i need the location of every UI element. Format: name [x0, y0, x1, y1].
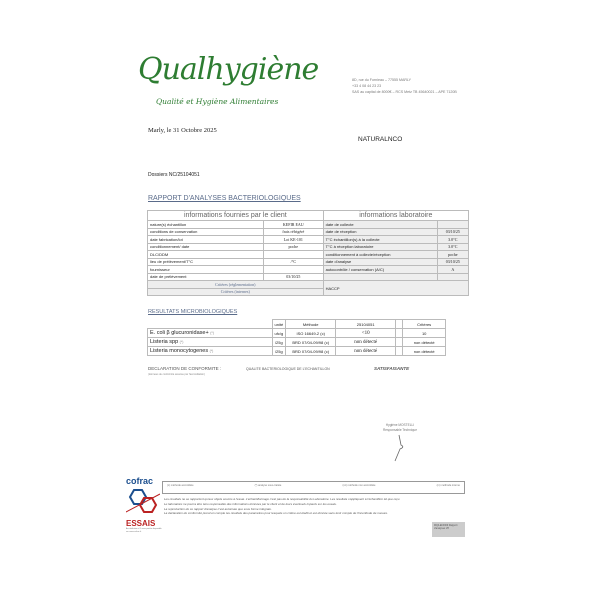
- col-sample: 25104051: [336, 320, 396, 329]
- address-line: SAS au capital de 8000€ – RCS Metz TB 45640021 – APE 7120B: [352, 90, 457, 94]
- parameter-mark: (*): [210, 331, 214, 335]
- footer-line: La reproduction de ce rapport d'analyse n'est autorisée que sous forme intégrale.: [164, 506, 272, 511]
- col-unit: unité: [272, 320, 286, 329]
- legend-item: (m) méthode interne: [436, 484, 460, 487]
- client-info-label: date fabrication/lot: [148, 236, 264, 244]
- address-line: +33 4 08 44 23 23: [352, 84, 382, 88]
- parameter-name: Listeria spp: [150, 339, 179, 345]
- parameter-name: Listeria monocytogenes: [150, 348, 209, 354]
- footer-line: Le laboratoire ne pourra être tenu responsable des informations données par le client et de leurs éventuels impacts sur les essais.: [164, 501, 337, 506]
- client-info-value: /°C: [264, 258, 324, 266]
- client-info-label: DLC/DDM: [148, 251, 264, 259]
- cofrac-text: cofrac: [126, 476, 154, 486]
- client-info-value: [264, 266, 324, 274]
- lab-info-value: 03/10/25: [437, 228, 468, 236]
- criteria-value: 10: [403, 329, 446, 338]
- parameter-mark: (*): [179, 340, 184, 344]
- client-info-value: 03/10/25: [264, 273, 324, 281]
- signature-block: [383, 423, 417, 465]
- signatory-role: Responsable Technique: [383, 428, 417, 432]
- signature-icon: [385, 433, 415, 463]
- footer-line: La déclaration de conformité prend en compte les résultats des paramètres pour lesquels un critère est établi et est donnée sans tenir compte de l'incertitude de mesure.: [164, 511, 389, 516]
- client-info-header: informations fournies par le client: [148, 211, 324, 221]
- footer-notes: [164, 497, 464, 516]
- lab-info-header: informations laboratoire: [323, 211, 468, 221]
- criteria-internal-value: HACCP: [323, 281, 468, 296]
- result-row: [148, 347, 446, 356]
- unit: /25g: [272, 338, 286, 347]
- lab-info-label: autocontrôle / conservation (A/C): [323, 266, 437, 274]
- lab-info-value: 03/10/25: [437, 258, 468, 266]
- lab-info-label: T°C à réception laboratoire: [323, 243, 437, 251]
- client-info-label: lieu de prélèvement/T°C: [148, 258, 264, 266]
- method: BRD 07/04-09/98 (c): [286, 347, 336, 356]
- client-info-value: [264, 251, 324, 259]
- method: BRD 07/04-09/98 (c): [286, 338, 336, 347]
- method: ISO 16649-2 (c): [286, 329, 336, 338]
- client-name: NATURALNCO: [358, 136, 403, 143]
- result-value: non détecté: [336, 347, 396, 356]
- cofrac-logo: [126, 476, 162, 534]
- dossier-number: Dossiers NC/25104051: [148, 172, 200, 178]
- legend-item: (nc) méthode non accréditée: [342, 484, 376, 487]
- lab-info-value: A: [437, 266, 468, 274]
- info-table: [147, 210, 469, 296]
- unit: /25g: [272, 347, 286, 356]
- client-info-label: nature(s) échantillon: [148, 221, 264, 229]
- cofrac-accreditation: Accréditation n°1-xxxx portée disponible sur www.cofrac.fr: [126, 528, 162, 533]
- client-info-value: poche: [264, 243, 324, 251]
- result-row: [148, 338, 446, 347]
- footer-line: Les résultats ne se rapportent qu'aux objets soumis à l'essai. L'échantillonnage n'est pas de la responsabilité du Laboratoire. Les résultats s'appliquent à l'échantillon tel que reçu.: [164, 497, 401, 501]
- declaration-label: DECLARATION DE CONFORMITE :: [148, 366, 222, 371]
- quality-label: QUALITE BACTERIOLOGIQUE DE L'ECHANTILLON: [246, 367, 330, 371]
- signatory-name: Hygiène MOSTELLI: [385, 423, 415, 427]
- result-value: <10: [336, 329, 396, 338]
- date-line: Marly, le 31 Octobre 2025: [148, 127, 217, 134]
- criteria-internal: Critères (internes): [148, 288, 324, 296]
- client-info-label: conditionnement/ date: [148, 243, 264, 251]
- company-logo: [138, 52, 319, 114]
- criteria-regl: Critères (réglementation): [148, 281, 324, 289]
- lab-info-label: date d'analyse: [323, 258, 437, 266]
- report-title: RAPPORT D'ANALYSES BACTERIOLOGIQUES: [148, 195, 301, 202]
- criteria-value: non détecté: [403, 347, 446, 356]
- client-info-label: conditions de conservation: [148, 228, 264, 236]
- lab-info-label: T°C échantillon(s) à la collecte: [323, 236, 437, 244]
- verdict: SATISFAISANTE: [374, 366, 410, 371]
- legend-item: (c) méthode accréditée: [167, 484, 194, 487]
- client-info-value: Lot KE-101: [264, 236, 324, 244]
- lab-info-value: poche: [437, 251, 468, 259]
- criteria-value: non détecté: [403, 338, 446, 347]
- lab-info-label: date de réception: [323, 228, 437, 236]
- logo-tagline: Qualité et Hygiène Alimentaires: [156, 97, 279, 106]
- address-line: 8D, rue du Fornieau – 77555 MARLY: [352, 78, 412, 82]
- parameter-mark: (*): [209, 349, 214, 353]
- lab-info-value: 3.0°C: [437, 243, 468, 251]
- lab-info-label: date de collecte: [323, 221, 437, 229]
- cofrac-hexagon-icon: [126, 486, 160, 514]
- legend-item: (*) analyse sous-traitée: [254, 484, 282, 487]
- result-value: non détecté: [336, 338, 396, 347]
- results-title: RESULTATS MICROBIOLOGIQUES: [148, 309, 238, 315]
- declaration-note: (données de conformité assurée par l'accréditation): [148, 373, 205, 376]
- lab-info-label: conditionnement à collecte/réception: [323, 251, 437, 259]
- parameter-name: E. coli β glucuronidase+: [150, 330, 209, 336]
- cofrac-essais: ESSAIS: [126, 519, 156, 528]
- lab-info-value: [437, 221, 468, 229]
- result-row: [148, 329, 446, 338]
- logo-text: Qualhygiène: [138, 52, 319, 87]
- unit: ufc/g: [272, 329, 286, 338]
- company-address: [352, 77, 457, 95]
- client-info-value: KEFIR EAU: [264, 221, 324, 229]
- col-criteria: Critères: [403, 320, 446, 329]
- results-table: [147, 319, 446, 356]
- client-info-value: frais réfrigéré: [264, 228, 324, 236]
- lab-info-value: 3.0°C: [437, 236, 468, 244]
- client-info-label: date de prélèvement: [148, 273, 264, 281]
- client-info-label: fournisseur: [148, 266, 264, 274]
- document-reference: MQ/LEI/F009 Rapport d'analyses V8: [432, 522, 465, 537]
- col-method: Méthode: [286, 320, 336, 329]
- legend-box: [162, 481, 465, 494]
